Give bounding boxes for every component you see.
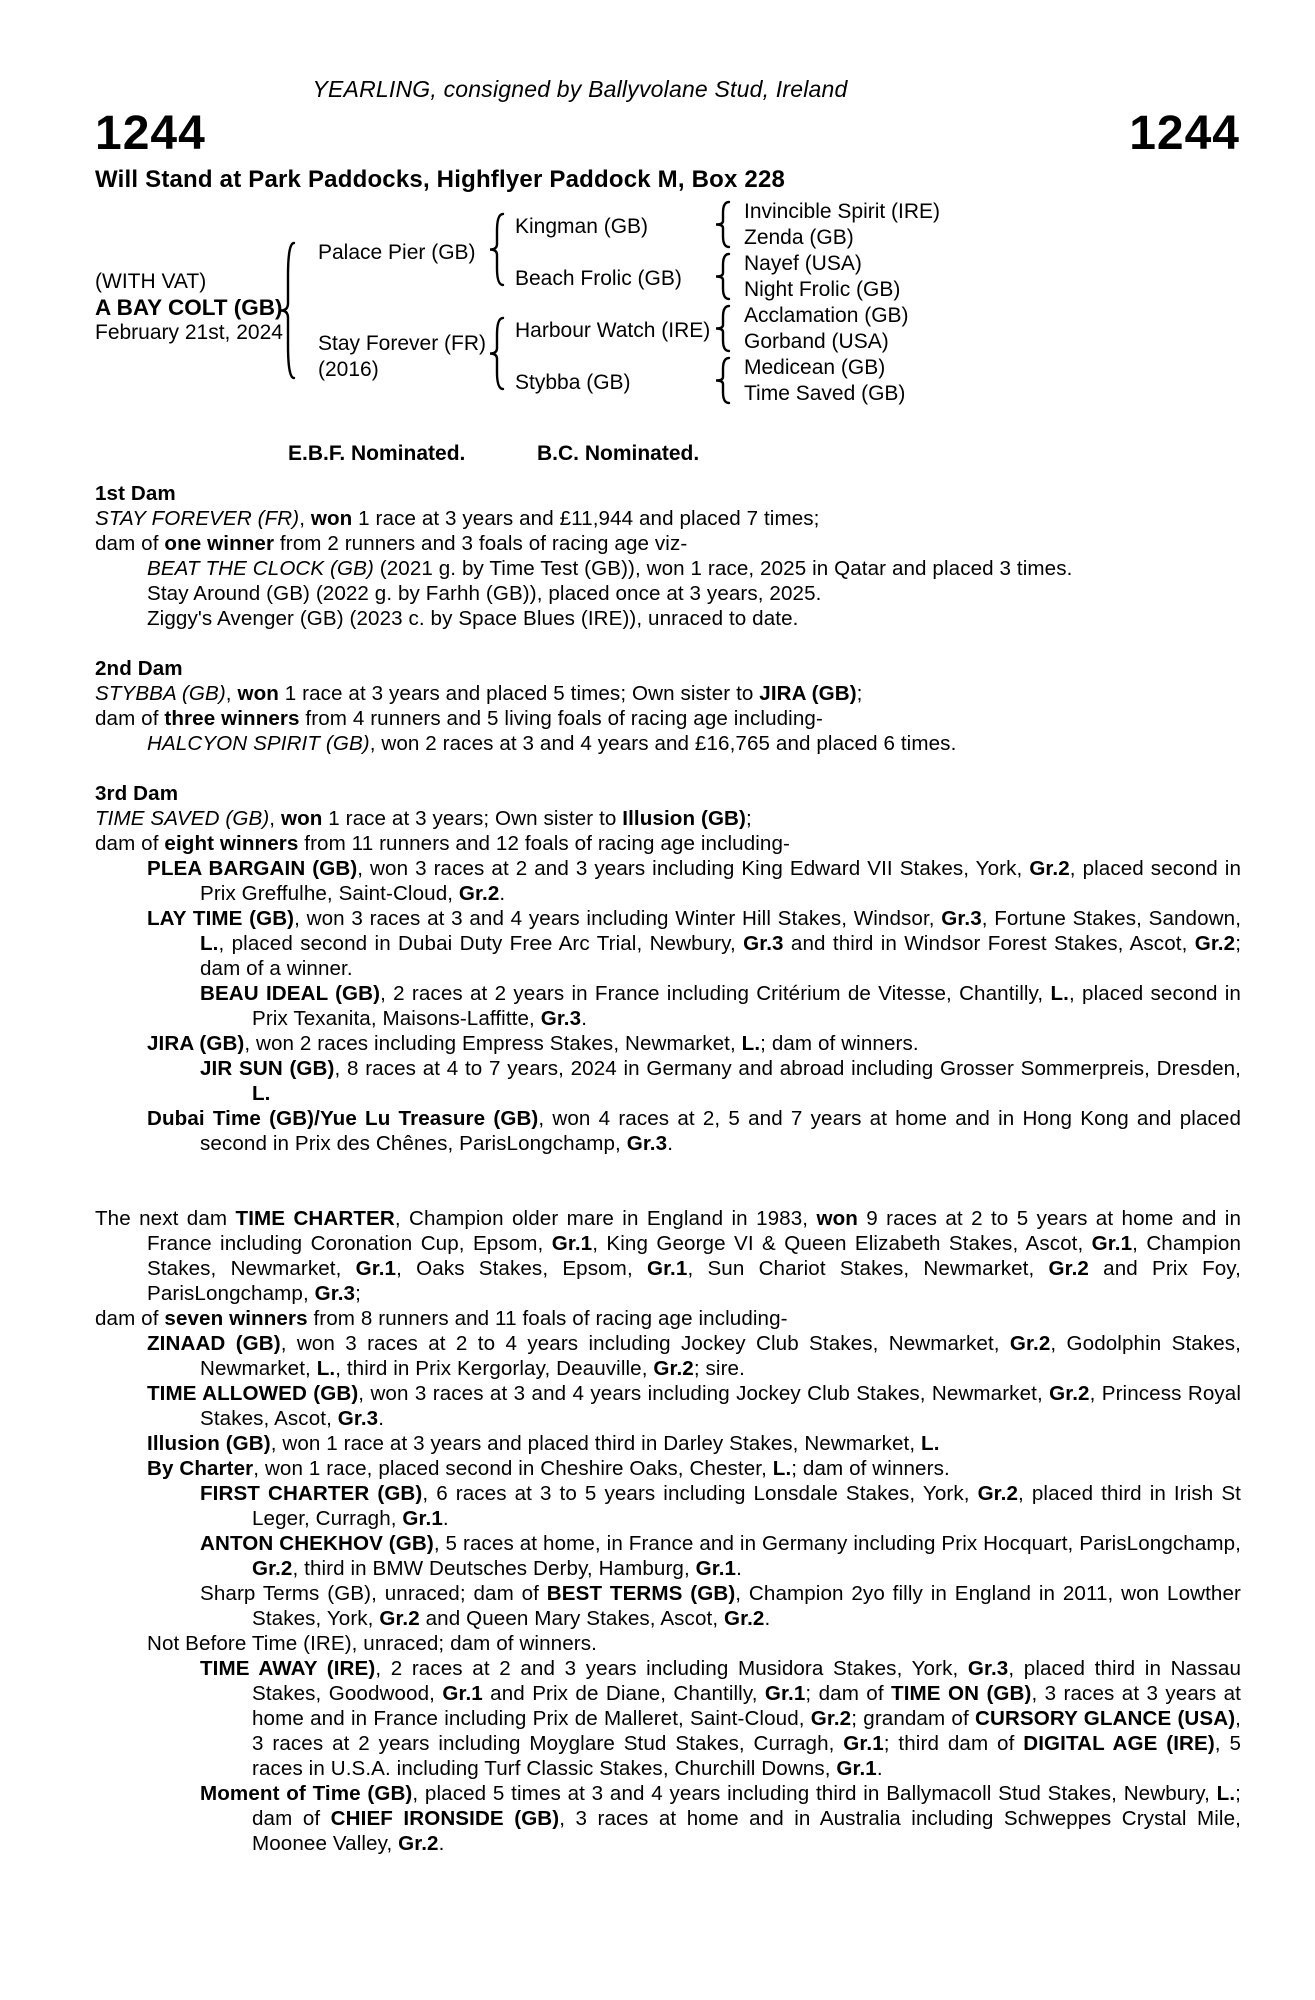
horse-title: A BAY COLT (GB) [95,295,283,320]
ebf-nomination: E.B.F. Nominated. [288,442,466,465]
pedigree-paragraph: dam of eight winners from 11 runners and 12 foals of racing age including- [95,832,790,855]
pedigree-paragraph: Ziggy's Avenger (GB) (2023 c. by Space Blues (IRE)), unraced to date. [147,607,799,630]
granddam-name: Stybba (GB) [515,371,631,394]
foal-date: February 21st, 2024 [95,321,283,344]
dam-section [95,781,1241,1156]
dam-name: Stay Forever (FR) [318,332,487,355]
pedigree-paragraph: Illusion (GB), won 1 race at 3 years and placed third in Darley Stakes, Newmarket, L. [147,1432,940,1455]
pedigree-paragraph: ZINAAD (GB), won 3 races at 2 to 4 years including Jockey Club Stakes, Newmarket, Gr.2, Godolphin Stakes, Newmarket, L., third in Prix Kergorlay, Deauville, Gr.2; sire. [147,1332,1241,1380]
pedigree-paragraph: By Charter, won 1 race, placed second in Cheshire Oaks, Chester, L.; dam of winners. [147,1457,950,1480]
catalogue-text [95,481,1241,1856]
dam-section [95,656,1241,756]
pedigree-paragraph: LAY TIME (GB), won 3 races at 3 and 4 years including Winter Hill Stakes, Windsor, Gr.3, Fortune Stakes, Sandown, L., placed second in Dubai Duty Free Arc Trial, Newbury, Gr.3 and third in Windsor Forest Stakes, Ascot, Gr.2; dam of a winner. [147,907,1242,980]
pedigree-paragraph: Stay Around (GB) (2022 g. by Farhh (GB)), placed once at 3 years, 2025. [147,582,822,605]
pedigree-paragraph: The next dam TIME CHARTER, Champion older mare in England in 1983, won 9 races at 2 to 5 years at home and in France including Coronation Cup, Epsom, Gr.1, King George VI & Queen Elizabeth Stakes, Ascot, Gr.1, Champion Stakes, Newmarket, Gr.1, Oaks Stakes, Epsom, Gr.1, Sun Chariot Stakes, Newmarket, Gr.2 and Prix Foy, ParisLongchamp, Gr.3; [95,1207,1242,1305]
pedigree-brace-icon [713,200,733,249]
granddam-name: Beach Frolic (GB) [515,267,682,290]
section-heading: 1st Dam [95,482,176,505]
great-grandparent-name: Nayef (USA) [744,252,862,275]
dam-section [95,481,1241,631]
pedigree-brace-icon [713,252,733,301]
pedigree-paragraph: Not Before Time (IRE), unraced; dam of winners. [147,1632,597,1655]
dam-section [95,1206,1241,1856]
dam-year: (2016) [318,358,379,381]
great-grandparent-name: Medicean (GB) [744,356,886,379]
grandsire-name: Harbour Watch (IRE) [515,319,711,342]
pedigree-brace-icon [713,304,733,353]
pedigree-paragraph: BEAU IDEAL (GB), 2 races at 2 years in France including Critérium de Vitesse, Chantilly, L., placed second in Prix Texanita, Maisons-Laffitte, Gr.3. [200,982,1241,1030]
pedigree-paragraph: dam of three winners from 4 runners and 5 living foals of racing age including- [95,707,823,730]
pedigree-paragraph: Dubai Time (GB)/Yue Lu Treasure (GB), won 4 races at 2, 5 and 7 years at home and in Hong Kong and placed second in Prix des Chênes, ParisLongchamp, Gr.3. [147,1107,1242,1155]
great-grandparent-name: Night Frolic (GB) [744,278,901,301]
pedigree-paragraph: HALCYON SPIRIT (GB), won 2 races at 3 and 4 years and £16,765 and placed 6 times. [147,732,957,755]
pedigree-paragraph: TIME ALLOWED (GB), won 3 races at 3 and 4 years including Jockey Club Stakes, Newmarket, Gr.2, Princess Royal Stakes, Ascot, Gr.3. [147,1382,1241,1430]
pedigree-paragraph: dam of seven winners from 8 runners and 11 foals of racing age including- [95,1307,788,1330]
pedigree-brace-icon [487,316,507,391]
consignor-line: YEARLING, consigned by Ballyvolane Stud, Ireland [312,76,848,102]
bc-nomination: B.C. Nominated. [537,442,700,465]
pedigree-paragraph: Sharp Terms (GB), unraced; dam of BEST TERMS (GB), Champion 2yo filly in England in 2011, won Lowther Stakes, York, Gr.2 and Queen Mary Stakes, Ascot, Gr.2. [200,1582,1241,1630]
pedigree-paragraph: FIRST CHARTER (GB), 6 races at 3 to 5 years including Lonsdale Stakes, York, Gr.2, placed third in Irish St Leger, Curragh, Gr.1. [200,1482,1241,1530]
pedigree-paragraph: TIME AWAY (IRE), 2 races at 2 and 3 years including Musidora Stakes, York, Gr.3, placed third in Nassau Stakes, Goodwood, Gr.1 and Prix de Diane, Chantilly, Gr.1; dam of TIME ON (GB), 3 races at 3 years at home and in France including Prix de Malleret, Saint-Cloud, Gr.2; grandam of CURSORY GLANCE (USA), 3 races at 2 years including Moyglare Stud Stakes, Curragh, Gr.1; third dam of DIGITAL AGE (IRE), 5 races in U.S.A. including Turf Classic Stakes, Churchill Downs, Gr.1. [200,1657,1242,1780]
section-heading: 2nd Dam [95,657,183,680]
vat-note: (WITH VAT) [95,270,207,293]
grandsire-name: Kingman (GB) [515,215,649,238]
pedigree-paragraph: BEAT THE CLOCK (GB) (2021 g. by Time Test (GB)), won 1 race, 2025 in Qatar and placed 3 times. [147,557,1073,580]
pedigree-paragraph: STAY FOREVER (FR), won 1 race at 3 years and £11,944 and placed 7 times; [95,507,820,530]
pedigree-paragraph: TIME SAVED (GB), won 1 race at 3 years; Own sister to Illusion (GB); [95,807,752,830]
lot-number-right: 1244 [1129,107,1240,160]
pedigree-paragraph: JIR SUN (GB), 8 races at 4 to 7 years, 2024 in Germany and abroad including Grosser Sommerpreis, Dresden, L. [200,1057,1242,1105]
great-grandparent-name: Acclamation (GB) [744,304,909,327]
sire-name: Palace Pier (GB) [318,241,476,264]
pedigree-paragraph: PLEA BARGAIN (GB), won 3 races at 2 and 3 years including King Edward VII Stakes, York, Gr.2, placed second in Prix Greffulhe, Saint-Cloud, Gr.2. [147,857,1242,905]
pedigree-brace-icon [487,212,507,287]
pedigree-paragraph: STYBBA (GB), won 1 race at 3 years and placed 5 times; Own sister to JIRA (GB); [95,682,863,705]
stand-location-line: Will Stand at Park Paddocks, Highflyer Paddock M, Box 228 [95,166,786,193]
pedigree-brace-icon [278,241,298,380]
pedigree-paragraph: Moment of Time (GB), placed 5 times at 3 and 4 years including third in Ballymacoll Stud Stakes, Newbury, L.; dam of CHIEF IRONSIDE (GB), 3 races at home and in Australia including Schweppes Crystal Mile, Moonee Valley, Gr.2. [200,1782,1241,1855]
great-grandparent-name: Invincible Spirit (IRE) [744,200,941,223]
section-heading: 3rd Dam [95,782,179,805]
great-grandparent-name: Gorband (USA) [744,330,889,353]
great-grandparent-name: Zenda (GB) [744,226,854,249]
great-grandparent-name: Time Saved (GB) [744,382,906,405]
pedigree-brace-icon [713,356,733,405]
lot-number-left: 1244 [95,107,206,160]
pedigree-table [0,0,1315,440]
pedigree-paragraph: JIRA (GB), won 2 races including Empress Stakes, Newmarket, L.; dam of winners. [147,1032,919,1055]
pedigree-paragraph: ANTON CHEKHOV (GB), 5 races at home, in France and in Germany including Prix Hocquart, ParisLongchamp, Gr.2, third in BMW Deutsches Derby, Hamburg, Gr.1. [200,1532,1242,1580]
pedigree-paragraph: dam of one winner from 2 runners and 3 foals of racing age viz- [95,532,688,555]
